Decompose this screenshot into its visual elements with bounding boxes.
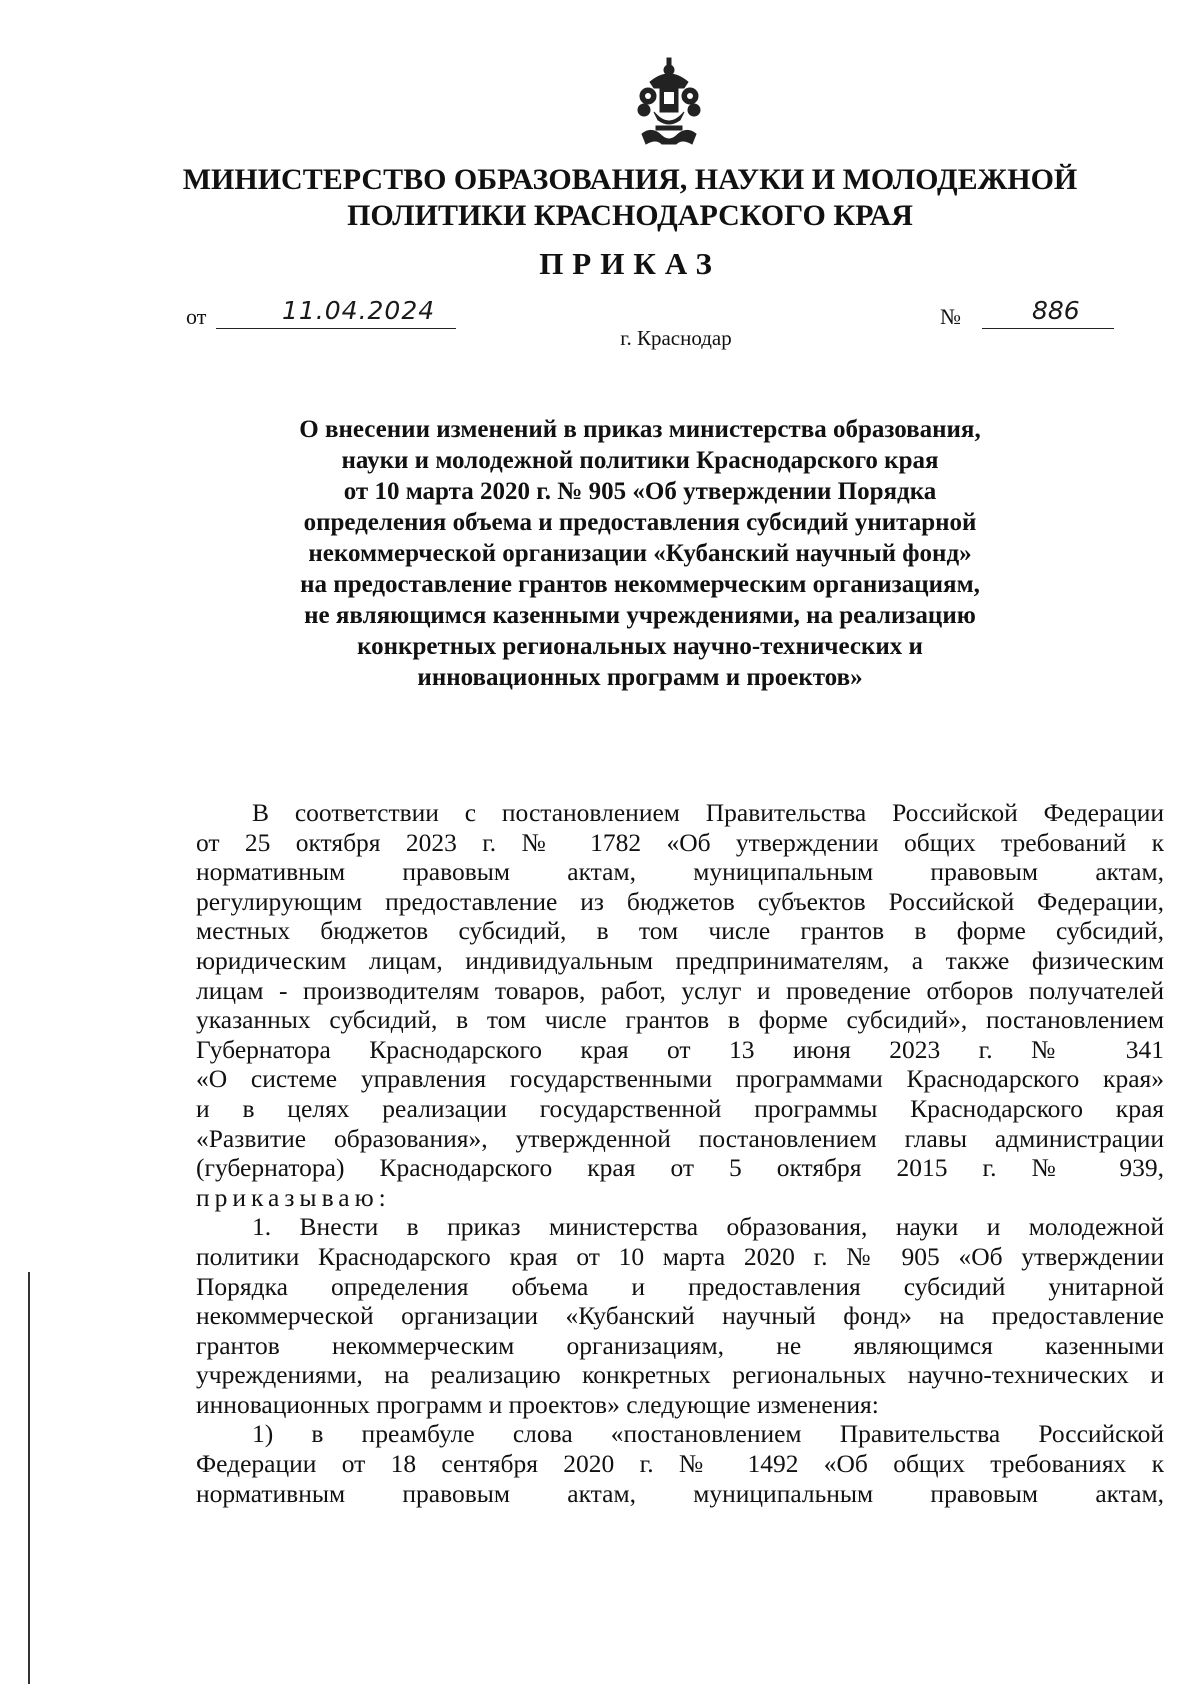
body-line: учреждениями, на реализацию конкретных региональных научно-технических и bbox=[196, 1360, 1164, 1390]
number-field-line bbox=[982, 298, 1114, 329]
body-line: местных бюджетов субсидий, в том числе грантов в форме субсидий, bbox=[196, 916, 1164, 946]
subject-line: на предоставление грантов некоммерческим организациям, bbox=[300, 571, 980, 598]
body-line: указанных субсидий, в том числе грантов в форме субсидий», постановлением bbox=[196, 1005, 1164, 1035]
body-line: Порядка определения объема и предоставления субсидий унитарной bbox=[196, 1271, 1164, 1301]
from-label: от bbox=[186, 304, 207, 329]
body-line: «О системе управления государственными программами Краснодарского края» bbox=[196, 1064, 1164, 1094]
body-line: грантов некоммерческим организациям, не являющимся казенными bbox=[196, 1330, 1164, 1360]
ministry-name-line-2: ПОЛИТИКИ КРАСНОДАРСКОГО КРАЯ bbox=[347, 199, 913, 232]
subject-line: конкретных региональных научно-технических и bbox=[357, 633, 923, 660]
body-line: инновационных программ и проектов» следующие изменения: bbox=[196, 1389, 879, 1419]
subject-line: О внесении изменений в приказ министерства образования, bbox=[299, 416, 981, 443]
ministry-name-line-1: МИНИСТЕРСТВО ОБРАЗОВАНИЯ, НАУКИ И МОЛОДЕЖНОЙ bbox=[182, 163, 1078, 196]
body-line: некоммерческой организации «Кубанский научный фонд» на предоставление bbox=[196, 1301, 1164, 1331]
body-line: (губернатора) Краснодарского края от 5 октября 2015 г. № 939, bbox=[196, 1153, 1164, 1183]
subject-line: от 10 марта 2020 г. № 905 «Об утверждении Порядка bbox=[343, 478, 937, 505]
coat-of-arms-emblem bbox=[632, 56, 706, 152]
ministry-name bbox=[160, 162, 1100, 234]
scan-margin-line bbox=[28, 1272, 30, 1684]
handwritten-number: 886 bbox=[1032, 296, 1080, 325]
order-subject bbox=[200, 414, 1080, 693]
order-word: приказываю: bbox=[196, 1182, 391, 1212]
subject-line: определения объема и предоставления субсидий унитарной bbox=[303, 509, 977, 536]
body-line: юридическим лицам, индивидуальным предпринимателям, а также физическим bbox=[196, 945, 1164, 975]
subject-line: науки и молодежной политики Краснодарского края bbox=[341, 447, 939, 474]
body-line: В соответствии с постановлением Правительства Российской Федерации bbox=[252, 798, 1164, 827]
body-line: 1) в преамбуле слова «постановлением Правительства Российской bbox=[252, 1419, 1164, 1449]
body-line: «Развитие образования», утвержденной постановлением главы администрации bbox=[196, 1123, 1164, 1153]
order-body bbox=[196, 798, 1164, 1508]
body-line: 1. Внести в приказ министерства образования, науки и молодежной bbox=[252, 1212, 1164, 1242]
body-line: регулирующим предоставление из бюджетов субъектов Российской Федерации, bbox=[196, 886, 1164, 916]
order-title: ПРИКАЗ bbox=[539, 246, 721, 281]
body-line: от 25 октября 2023 г. № 1782 «Об утверждении общих требований к bbox=[196, 827, 1164, 857]
body-line: Федерации от 18 сентября 2020 г. № 1492 «Об общих требованиях к bbox=[196, 1449, 1164, 1479]
number-label: № bbox=[940, 304, 961, 329]
body-line: и в целях реализации государственной программы Краснодарского края bbox=[196, 1093, 1164, 1123]
city-name: г. Краснодар bbox=[620, 326, 732, 350]
subject-line: не являющимся казенными учреждениями, на реализацию bbox=[304, 602, 976, 629]
date-field-line bbox=[216, 298, 456, 329]
handwritten-date: 11.04.2024 bbox=[282, 296, 436, 325]
body-line: лицам - производителям товаров, работ, услуг и проведение отборов получателей bbox=[196, 975, 1164, 1005]
subject-line: инновационных программ и проектов» bbox=[417, 664, 863, 691]
body-line: нормативным правовым актам, муниципальным правовым актам, bbox=[196, 1478, 1164, 1508]
body-line: политики Краснодарского края от 10 марта 2020 г. № 905 «Об утверждении bbox=[196, 1241, 1164, 1271]
body-line: нормативным правовым актам, муниципальным правовым актам, bbox=[196, 857, 1164, 887]
body-line: Губернатора Краснодарского края от 13 июня 2023 г. № 341 bbox=[196, 1034, 1164, 1064]
subject-line: некоммерческой организации «Кубанский научный фонд» bbox=[308, 540, 972, 567]
